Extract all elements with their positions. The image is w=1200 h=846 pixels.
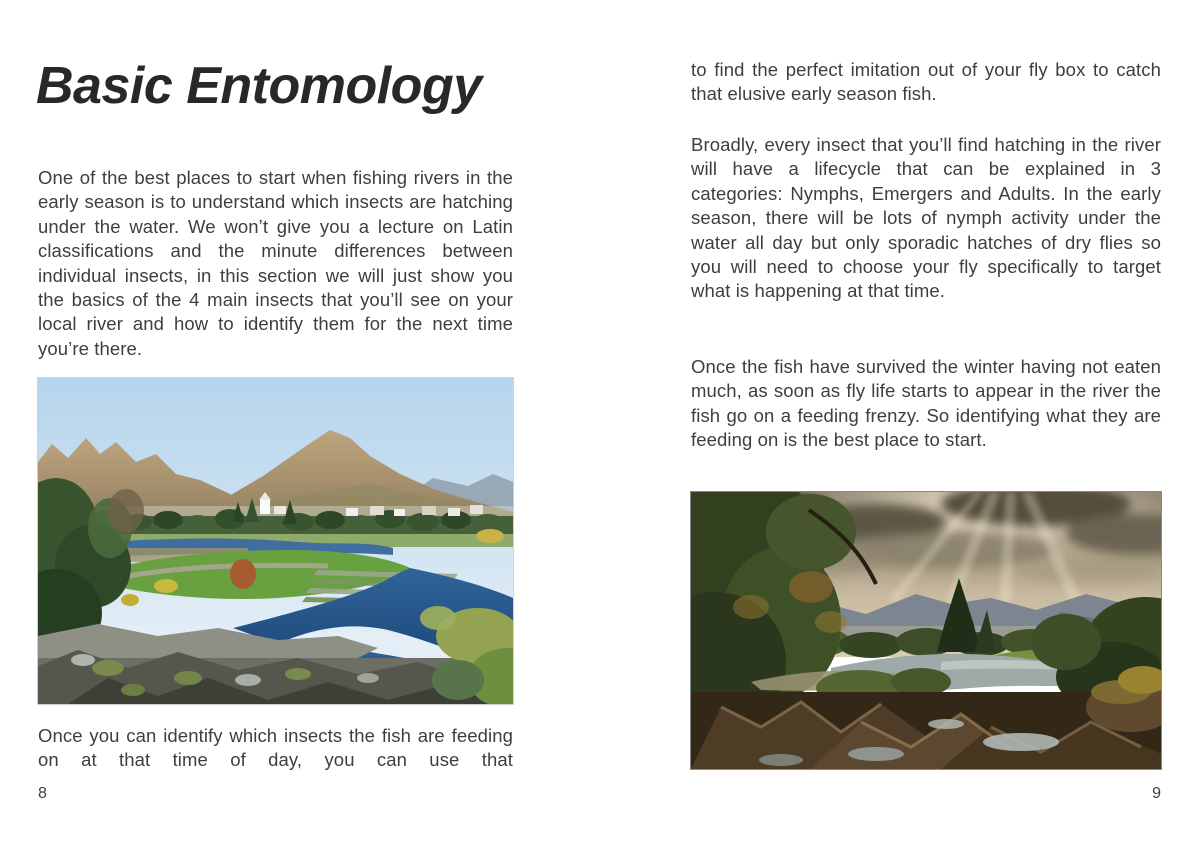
river-valley-day-illustration (38, 378, 513, 704)
page-title: Basic Entomology (36, 57, 482, 115)
page-number-right: 9 (1152, 785, 1161, 802)
river-sunbeams-illustration (691, 492, 1161, 769)
page-8 (38, 0, 513, 846)
body-paragraph: to find the perfect imitation out of your fly box to catch that elusive early season fish. (691, 59, 1161, 105)
body-paragraph: Once the fish have survived the winter having not eaten much, as soon as fly life starts to appear in the river the fish go on a feeding frenzy. So identifying what they are feeding on is the best place to start. (691, 356, 1161, 451)
body-paragraph: One of the best places to start when fishing rivers in the early season is to understand which insects are hatching under the water. We won’t give you a lecture on Latin classifications and the minute differences between individual insects, in this section we will just show you the basics of the 4 main insects that you’ll see on your local river and how to identify them for the next time you’re there. (38, 167, 513, 359)
page-number-left: 8 (38, 785, 47, 802)
body-paragraph: Broadly, every insect that you’ll find hatching in the river will have a lifecycle that can be explained in 3 categories: Nymphs, Emergers and Adults. In the early season, there will be lots of nymph activity under the water all day but only sporadic hatches of dry flies so you will need to choose your fly specifically to target what is happening at that time. (691, 134, 1161, 302)
river-sunbeams-photo (691, 492, 1161, 769)
page-9 (691, 0, 1161, 846)
river-valley-day-photo (38, 378, 513, 704)
body-paragraph: Once you can identify which insects the fish are feeding on at that time of day, you can use that (38, 725, 513, 771)
